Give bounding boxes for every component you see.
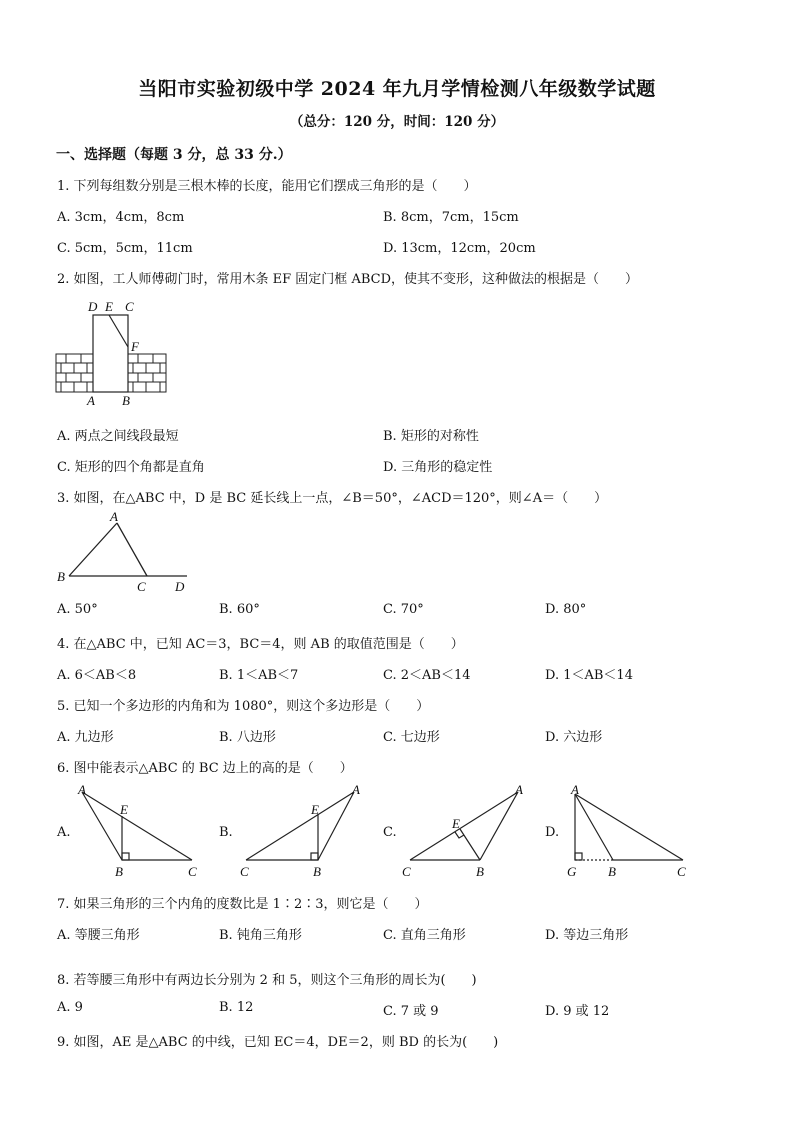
question-3-option-c: C. 70° [383,602,424,617]
question-4-stem: 4. 在△ABC 中，已知 AC＝3，BC＝4，则 AB 的取值范围是（ ） [57,637,464,652]
label-e: E [452,816,460,831]
question-5-option-a: A. 九边形 [57,730,114,745]
label-a: A [87,393,95,408]
door-frame-figure [52,297,182,409]
question-1-stem: 1. 下列每组数分别是三根木棒的长度，能用它们摆成三角形的是（ ） [57,179,477,194]
question-3-option-d: D. 80° [545,602,587,617]
label-b: B [476,864,484,879]
question-9-stem: 9. 如图，AE 是△ABC 的中线，已知 EC＝4，DE＝2，则 BD 的长为( ) [57,1035,499,1050]
label-e: E [105,299,113,314]
question-2-stem: 2. 如图，工人师傅砌门时，常用木条 EF 固定门框 ABCD，使其不变形，这种做法的根据是（ ） [57,272,638,287]
triangle-figure [52,508,197,596]
q6-figure-a [72,782,202,880]
question-8-option-a: A. 9 [57,1000,83,1015]
question-3-option-a: A. 50° [57,602,98,617]
question-1-option-d: D. 13cm，12cm，20cm [383,241,536,256]
question-3-stem: 3. 如图，在△ABC 中，D 是 BC 延长线上一点，∠B＝50°，∠ACD＝120°，则∠A＝（ ） [57,491,608,506]
question-4-option-b: B. 1＜AB＜7 [219,668,299,683]
label-d: D [88,299,98,314]
question-7-option-a: A. 等腰三角形 [57,928,140,943]
question-8-stem: 8. 若等腰三角形中有两边长分别为 2 和 5，则这个三角形的周长为( ) [57,973,477,988]
label-b: B [115,864,123,879]
question-1-option-c: C. 5cm，5cm，11cm [57,241,193,256]
question-3-option-b: B. 60° [219,602,260,617]
label-e: E [311,802,319,817]
question-4-option-d: D. 1＜AB＜14 [545,668,633,683]
label-c: C [677,864,686,879]
question-5-option-c: C. 七边形 [383,730,440,745]
q6-figure-b [236,782,368,880]
question-7-option-d: D. 等边三角形 [545,928,629,943]
question-1-option-a: A. 3cm，4cm，8cm [57,210,185,225]
question-6-option-a-letter: A. [57,825,71,840]
question-5-option-b: B. 八边形 [219,730,276,745]
question-2-option-d: D. 三角形的稳定性 [383,460,493,475]
label-a: A [78,782,86,797]
label-a: A [352,782,360,797]
label-b: B [608,864,616,879]
question-5-option-d: D. 六边形 [545,730,603,745]
question-5-stem: 5. 已知一个多边形的内角和为 1080°，则这个多边形是（ ） [57,699,430,714]
question-7-option-c: C. 直角三角形 [383,928,466,943]
question-2-option-c: C. 矩形的四个角都是直角 [57,460,205,475]
section-heading: 一、选择题（每题 3 分，总 33 分.） [56,147,292,163]
question-7-stem: 7. 如果三角形的三个内角的度数比是 1∶2∶3，则它是（ ） [57,897,428,912]
label-c: C [240,864,249,879]
label-b: B [313,864,321,879]
label-e: E [120,802,128,817]
label-a: A [515,782,523,797]
q6-figure-d [563,782,693,880]
label-c: C [125,299,134,314]
label-b: B [57,569,65,584]
label-c: C [137,579,146,594]
exam-title: 当阳市实验初级中学 2024 年九月学情检测八年级数学试题 [138,78,656,100]
label-a: A [110,509,118,524]
question-6-option-c-letter: C. [383,825,397,840]
question-6-stem: 6. 图中能表示△ABC 的 BC 边上的高的是（ ） [57,761,353,776]
question-4-option-c: C. 2＜AB＜14 [383,668,471,683]
label-b: B [122,393,130,408]
question-8-option-d: D. 9 或 12 [545,1004,610,1019]
question-2-option-a: A. 两点之间线段最短 [57,429,179,444]
question-6-option-d-letter: D. [545,825,560,840]
question-8-option-c: C. 7 或 9 [383,1004,439,1019]
label-c: C [188,864,197,879]
label-d: D [175,579,185,594]
question-6-option-b-letter: B. [219,825,233,840]
label-f: F [131,339,139,354]
exam-subtitle: （总分：120 分，时间：120 分） [289,114,505,130]
question-1-option-b: B. 8cm，7cm，15cm [383,210,519,225]
question-8-option-b: B. 12 [219,1000,254,1015]
question-2-option-b: B. 矩形的对称性 [383,429,479,444]
label-a: A [571,782,579,797]
label-g: G [567,864,577,879]
question-4-option-a: A. 6＜AB＜8 [57,668,137,683]
q6-figure-c [398,782,533,880]
label-c: C [402,864,411,879]
question-7-option-b: B. 钝角三角形 [219,928,302,943]
